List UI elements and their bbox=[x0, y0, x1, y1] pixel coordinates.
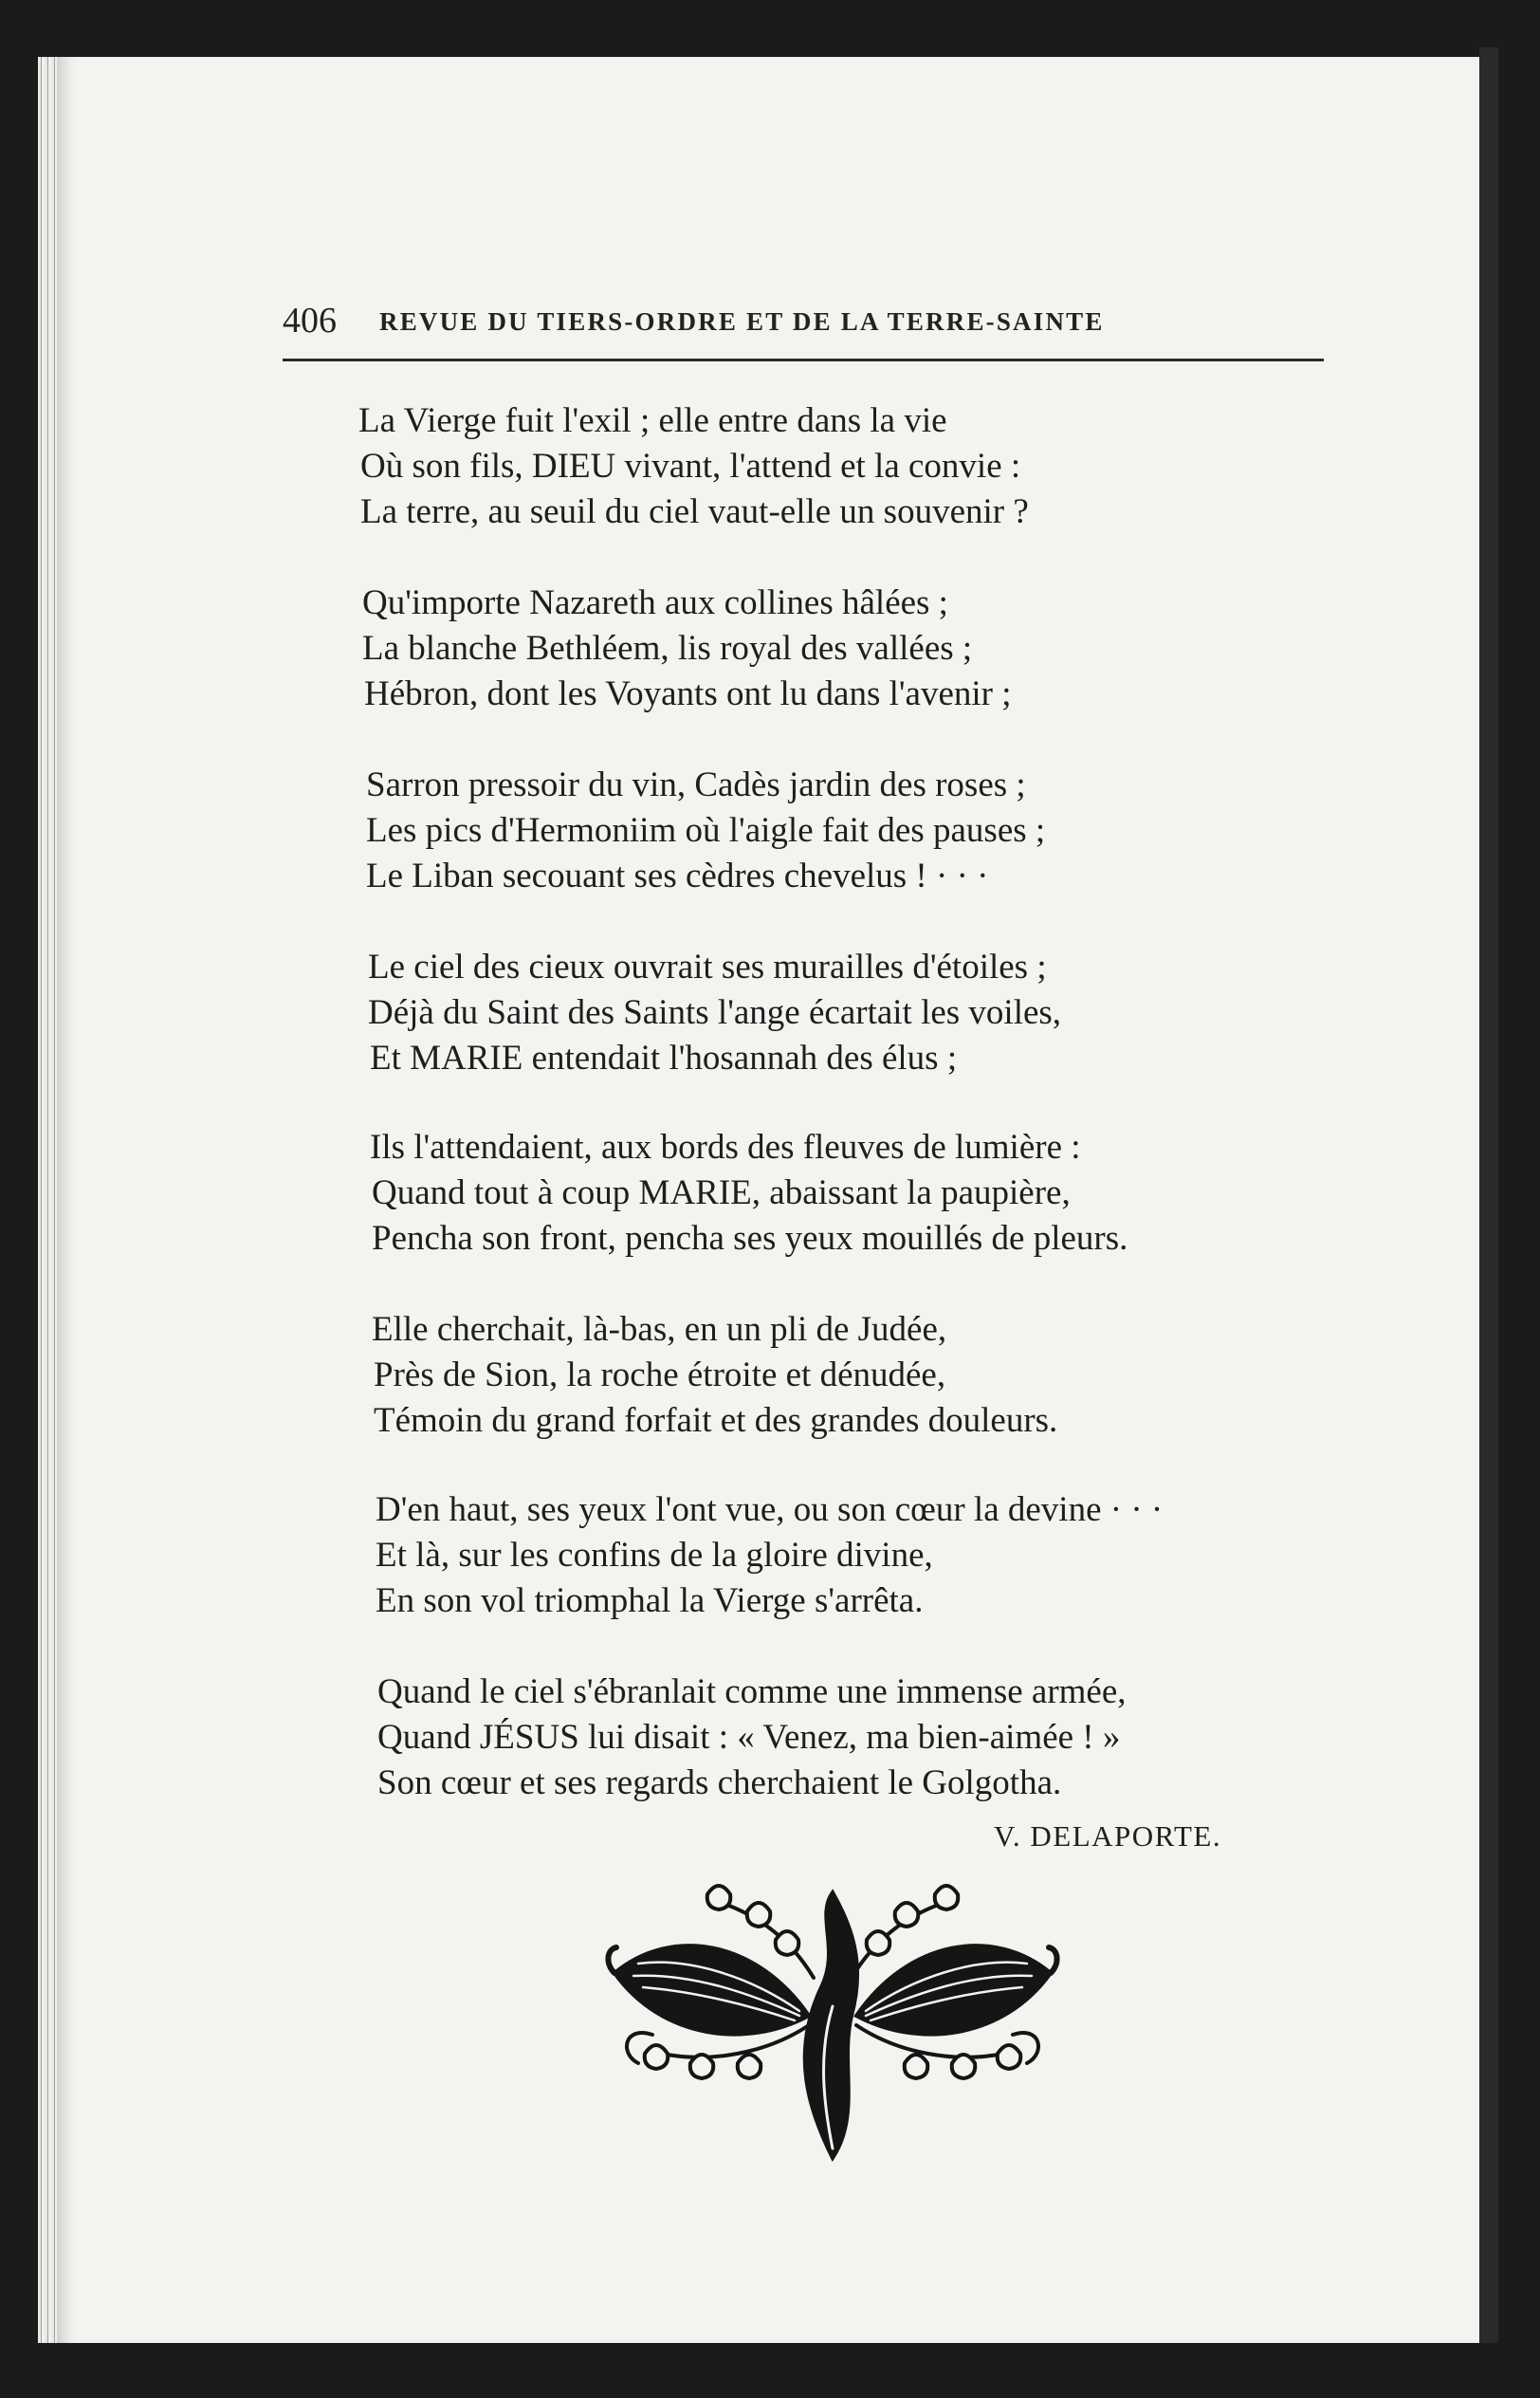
poem-line: La blanche Bethléem, lis royal des vallées ; bbox=[362, 629, 973, 668]
poem-line: Quand le ciel s'ébranlait comme une immense armée, bbox=[377, 1672, 1127, 1711]
poem-line: Déjà du Saint des Saints l'ange écartait les voiles, bbox=[368, 993, 1062, 1032]
poem-line: Hébron, dont les Voyants ont lu dans l'avenir ; bbox=[364, 674, 1012, 713]
poem-line: Et MARIE entendait l'hosannah des élus ; bbox=[370, 1039, 958, 1078]
lily-of-the-valley-ornament-icon bbox=[596, 1873, 1070, 2167]
poem-line: Le Liban secouant ses cèdres chevelus ! · · · bbox=[366, 857, 989, 895]
poem-line: Et là, sur les confins de la gloire divine, bbox=[376, 1536, 933, 1575]
header-rule bbox=[283, 359, 1324, 361]
page-number: 406 bbox=[283, 301, 337, 341]
poem-line: En son vol triomphal la Vierge s'arrêta. bbox=[376, 1581, 924, 1620]
poem-line: Son cœur et ses regards cherchaient le Golgotha. bbox=[377, 1763, 1062, 1802]
poem-line: Elle cherchait, là-bas, en un pli de Judée, bbox=[372, 1310, 947, 1349]
poem-line: Pencha son front, pencha ses yeux mouillés de pleurs. bbox=[372, 1219, 1128, 1258]
poem-line: Les pics d'Hermoniim où l'aigle fait des pauses ; bbox=[366, 811, 1046, 850]
poem-line: Témoin du grand forfait et des grandes douleurs. bbox=[374, 1401, 1058, 1440]
author-signature: V. DELAPORTE. bbox=[994, 1819, 1222, 1853]
poem-line: Ils l'attendaient, aux bords des fleuves de lumière : bbox=[370, 1128, 1081, 1167]
poem-line: Près de Sion, la roche étroite et dénudée, bbox=[374, 1356, 946, 1394]
poem-line: Le ciel des cieux ouvrait ses murailles d'étoiles ; bbox=[368, 948, 1047, 987]
poem-line: La Vierge fuit l'exil ; elle entre dans la vie bbox=[358, 401, 947, 440]
poem-line: Quand JÉSUS lui disait : « Venez, ma bien-aimée ! » bbox=[377, 1718, 1121, 1757]
poem-line: D'en haut, ses yeux l'ont vue, ou son cœur la devine · · · bbox=[376, 1490, 1164, 1529]
poem-line: Où son fils, DIEU vivant, l'attend et la convie : bbox=[360, 447, 1021, 486]
poem-line: Sarron pressoir du vin, Cadès jardin des roses ; bbox=[366, 766, 1026, 804]
poem-line: Qu'importe Nazareth aux collines hâlées ; bbox=[362, 583, 948, 622]
poem-line: Quand tout à coup MARIE, abaissant la paupière, bbox=[372, 1173, 1071, 1212]
running-title: REVUE DU TIERS-ORDRE ET DE LA TERRE-SAINTE bbox=[379, 307, 1105, 336]
facing-page-edge bbox=[1479, 47, 1498, 2343]
poem-line: La terre, au seuil du ciel vaut-elle un souvenir ? bbox=[360, 492, 1029, 531]
